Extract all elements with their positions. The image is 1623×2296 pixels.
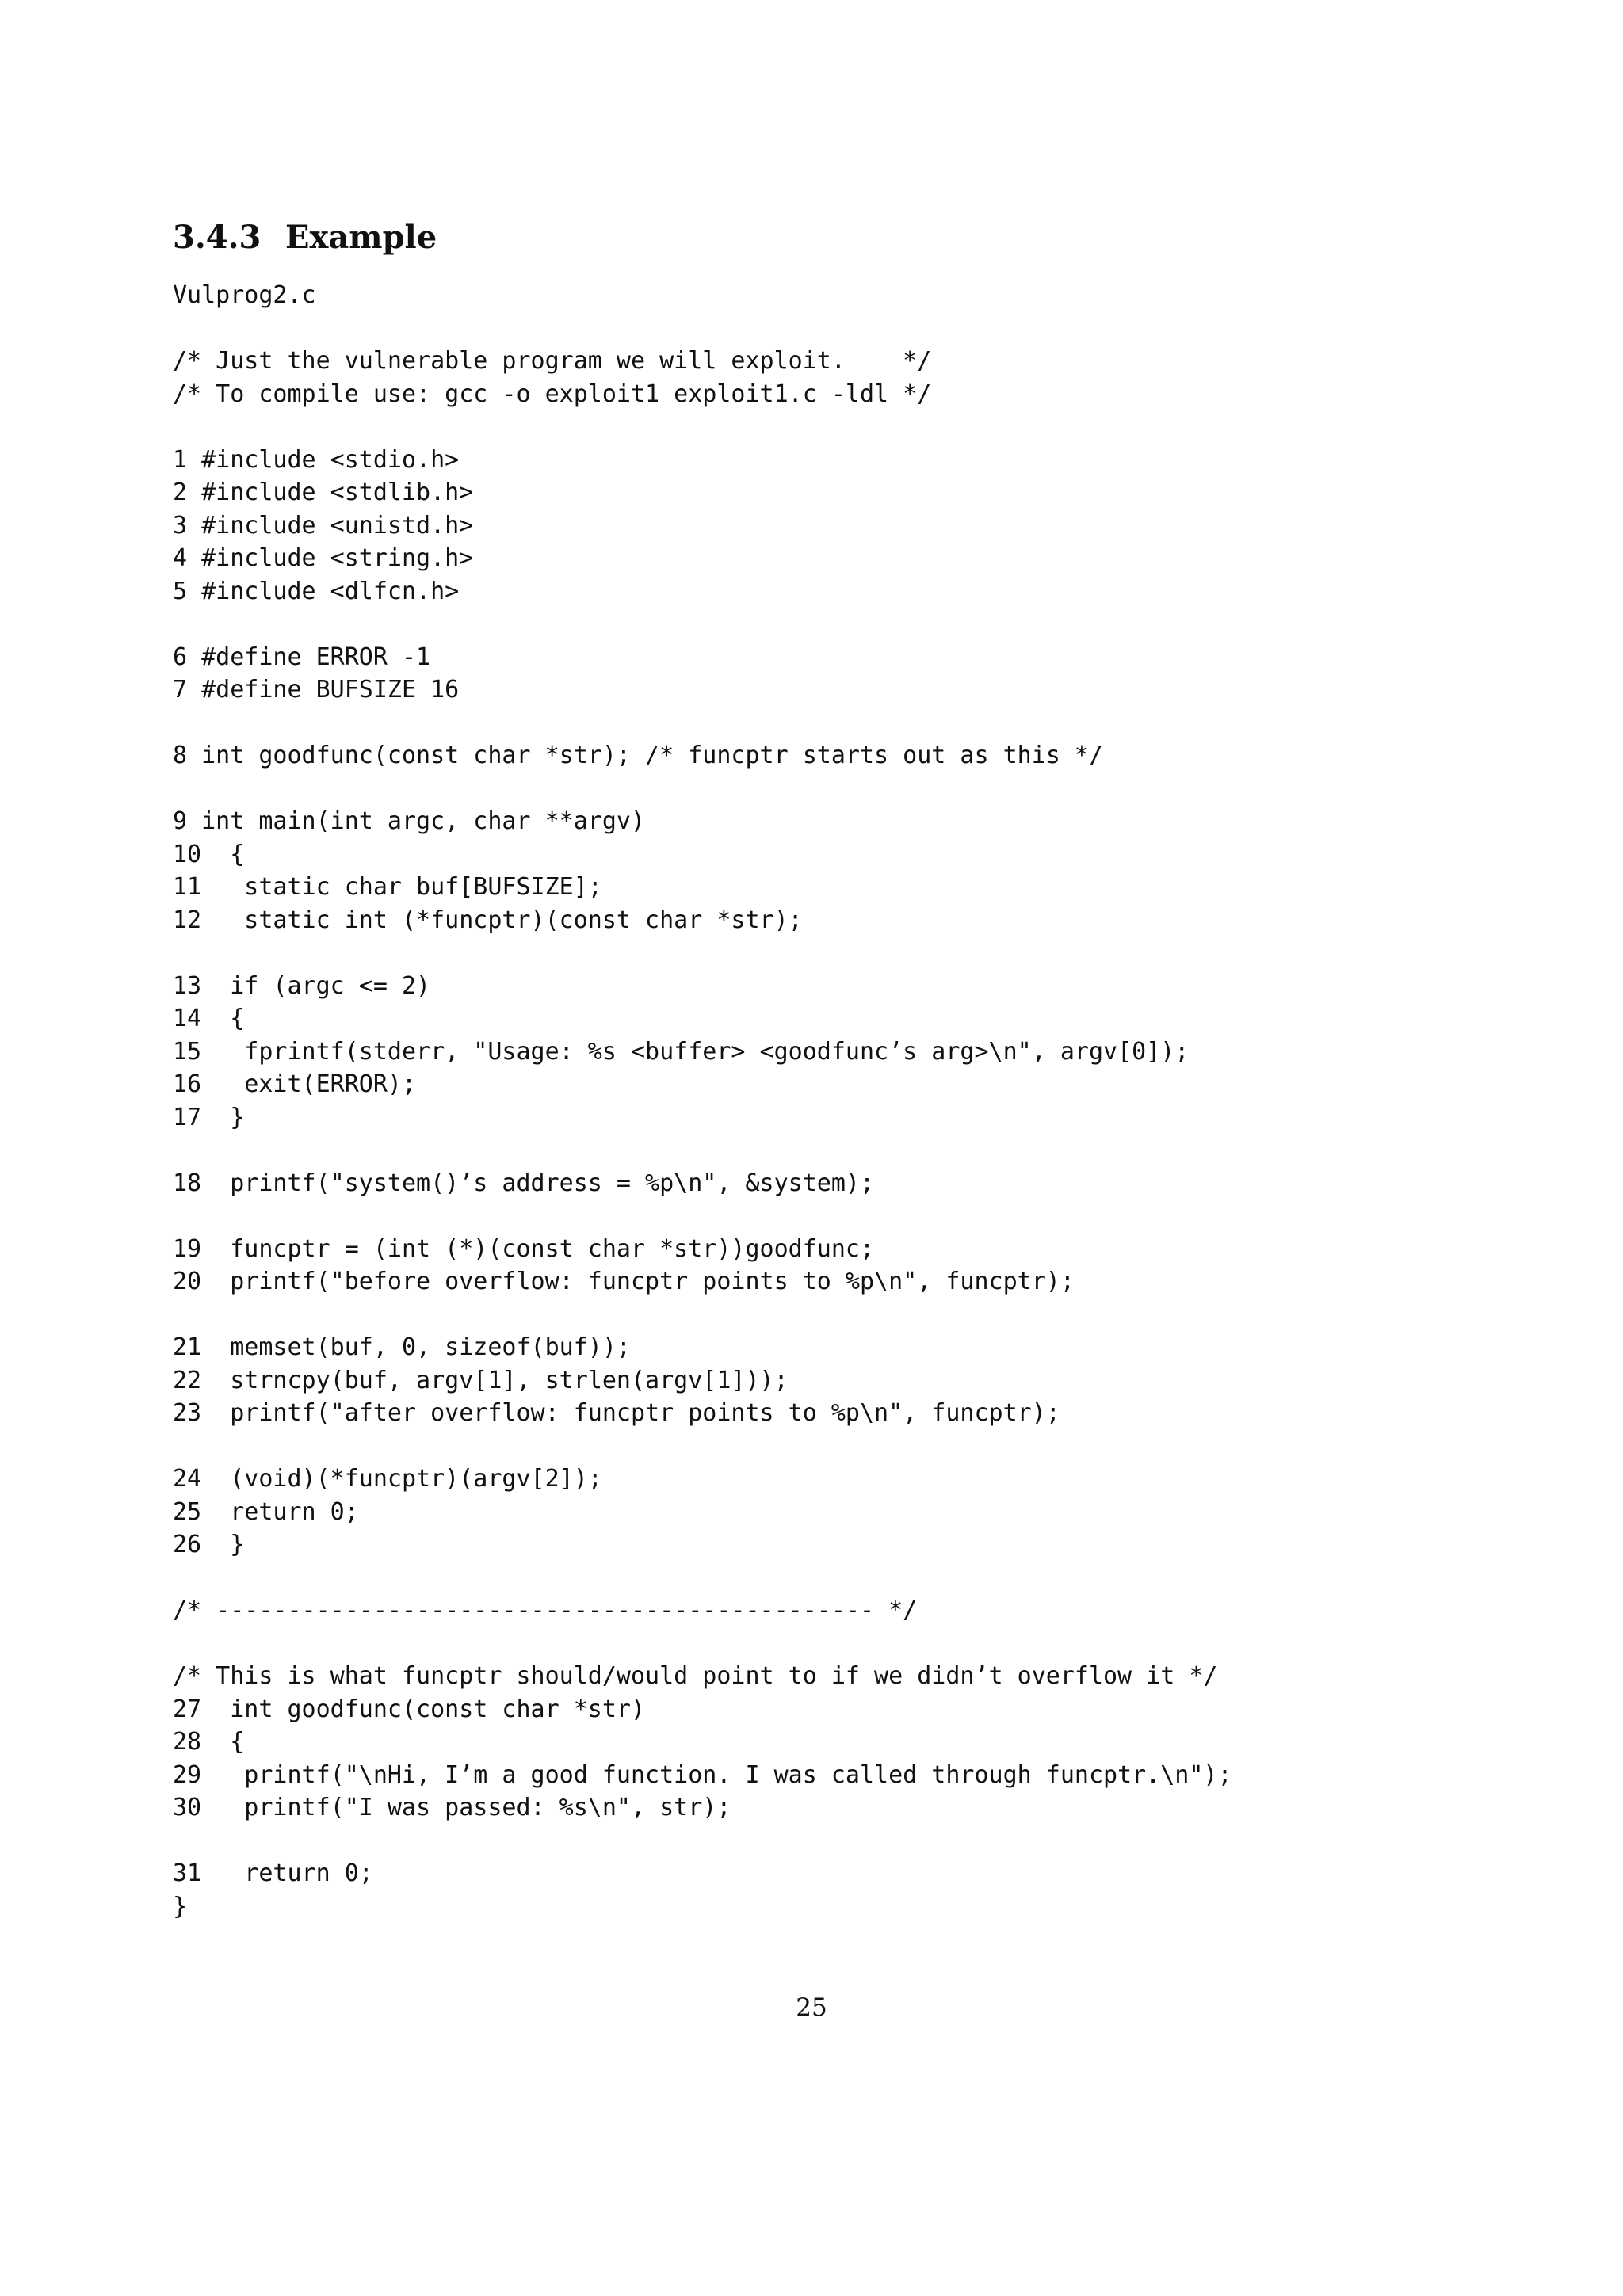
code-line: 26 } (173, 1531, 245, 1558)
code-line: 5 #include <dlfcn.h> (173, 577, 460, 605)
code-line: 25 return 0; (173, 1497, 359, 1526)
page-number: 25 (796, 1993, 827, 2022)
code-line: 31 return 0; (173, 1859, 373, 1887)
code-line: 2 #include <stdlib.h> (173, 479, 474, 506)
code-line (173, 312, 1520, 345)
code-line: 17 } (173, 1103, 245, 1131)
code-line: 8 int goodfunc(const char *str); /* funcptr starts out as this */ (173, 742, 1103, 769)
code-line (173, 1134, 1520, 1167)
code-line: 22 strncpy(buf, argv[1], strlen(argv[1])); (173, 1366, 789, 1394)
code-line: } (173, 1892, 188, 1920)
code-line: 9 int main(int argc, char **argv) (173, 807, 646, 835)
code-line: 24 (void)(*funcptr)(argv[2]); (173, 1465, 602, 1493)
code-line: 11 static char buf[BUFSIZE]; (173, 873, 602, 901)
code-line: 23 printf("after overflow: funcptr points to %p\n", funcptr); (173, 1399, 1060, 1427)
code-line: 16 exit(ERROR); (173, 1070, 417, 1098)
code-line (173, 608, 1520, 641)
code-line (173, 1299, 1520, 1332)
code-line: 29 printf("\nHi, I’m a good function. I was called through funcptr.\n"); (173, 1760, 1232, 1789)
code-line: 10 { (173, 840, 245, 868)
code-line: 30 printf("I was passed: %s\n", str); (173, 1794, 731, 1821)
code-line (173, 1562, 1520, 1595)
code-line: 27 int goodfunc(const char *str) (173, 1695, 646, 1723)
code-line: 1 #include <stdio.h> (173, 445, 460, 474)
code-line: 12 static int (*funcptr)(const char *str); (173, 906, 803, 934)
code-line (173, 410, 1520, 444)
code-line: 3 #include <unistd.h> (173, 511, 474, 540)
code-line: 13 if (argc <= 2) (173, 971, 431, 1000)
code-line: 15 fprintf(stderr, "Usage: %s <buffer> <goodfunc’s arg>\n", argv[0]); (173, 1037, 1190, 1066)
code-line: Vulprog2.c (173, 281, 316, 309)
section-number: 3.4.3 (173, 219, 262, 256)
code-line (173, 1199, 1520, 1233)
code-line: 28 { (173, 1728, 245, 1756)
code-line (173, 1825, 1520, 1858)
code-line: 19 funcptr = (int (*)(const char *str))goodfunc; (173, 1234, 875, 1263)
code-line: 4 #include <string.h> (173, 544, 474, 572)
code-listing (173, 279, 1520, 1923)
code-line: 18 printf("system()’s address = %p\n", &system); (173, 1169, 875, 1197)
code-line: /* To compile use: gcc -o exploit1 exploit1.c -ldl */ (173, 379, 932, 408)
code-line: 14 { (173, 1005, 245, 1032)
code-line: 6 #define ERROR -1 (173, 643, 431, 671)
section-heading (173, 219, 437, 256)
code-line (173, 707, 1520, 740)
code-line: /* This is what funcptr should/would point to if we didn’t overflow it */ (173, 1662, 1218, 1690)
code-line: /* ---------------------------------------------- */ (173, 1596, 918, 1624)
code-line (173, 1430, 1520, 1463)
code-line: 20 printf("before overflow: funcptr points to %p\n", funcptr); (173, 1268, 1075, 1295)
code-line: 7 #define BUFSIZE 16 (173, 676, 460, 704)
code-line: /* Just the vulnerable program we will exploit. */ (173, 347, 932, 375)
code-line (173, 1627, 1520, 1661)
code-line (173, 936, 1520, 970)
section-title: Example (285, 219, 437, 256)
code-line: 21 memset(buf, 0, sizeof(buf)); (173, 1333, 631, 1361)
code-line (173, 772, 1520, 806)
